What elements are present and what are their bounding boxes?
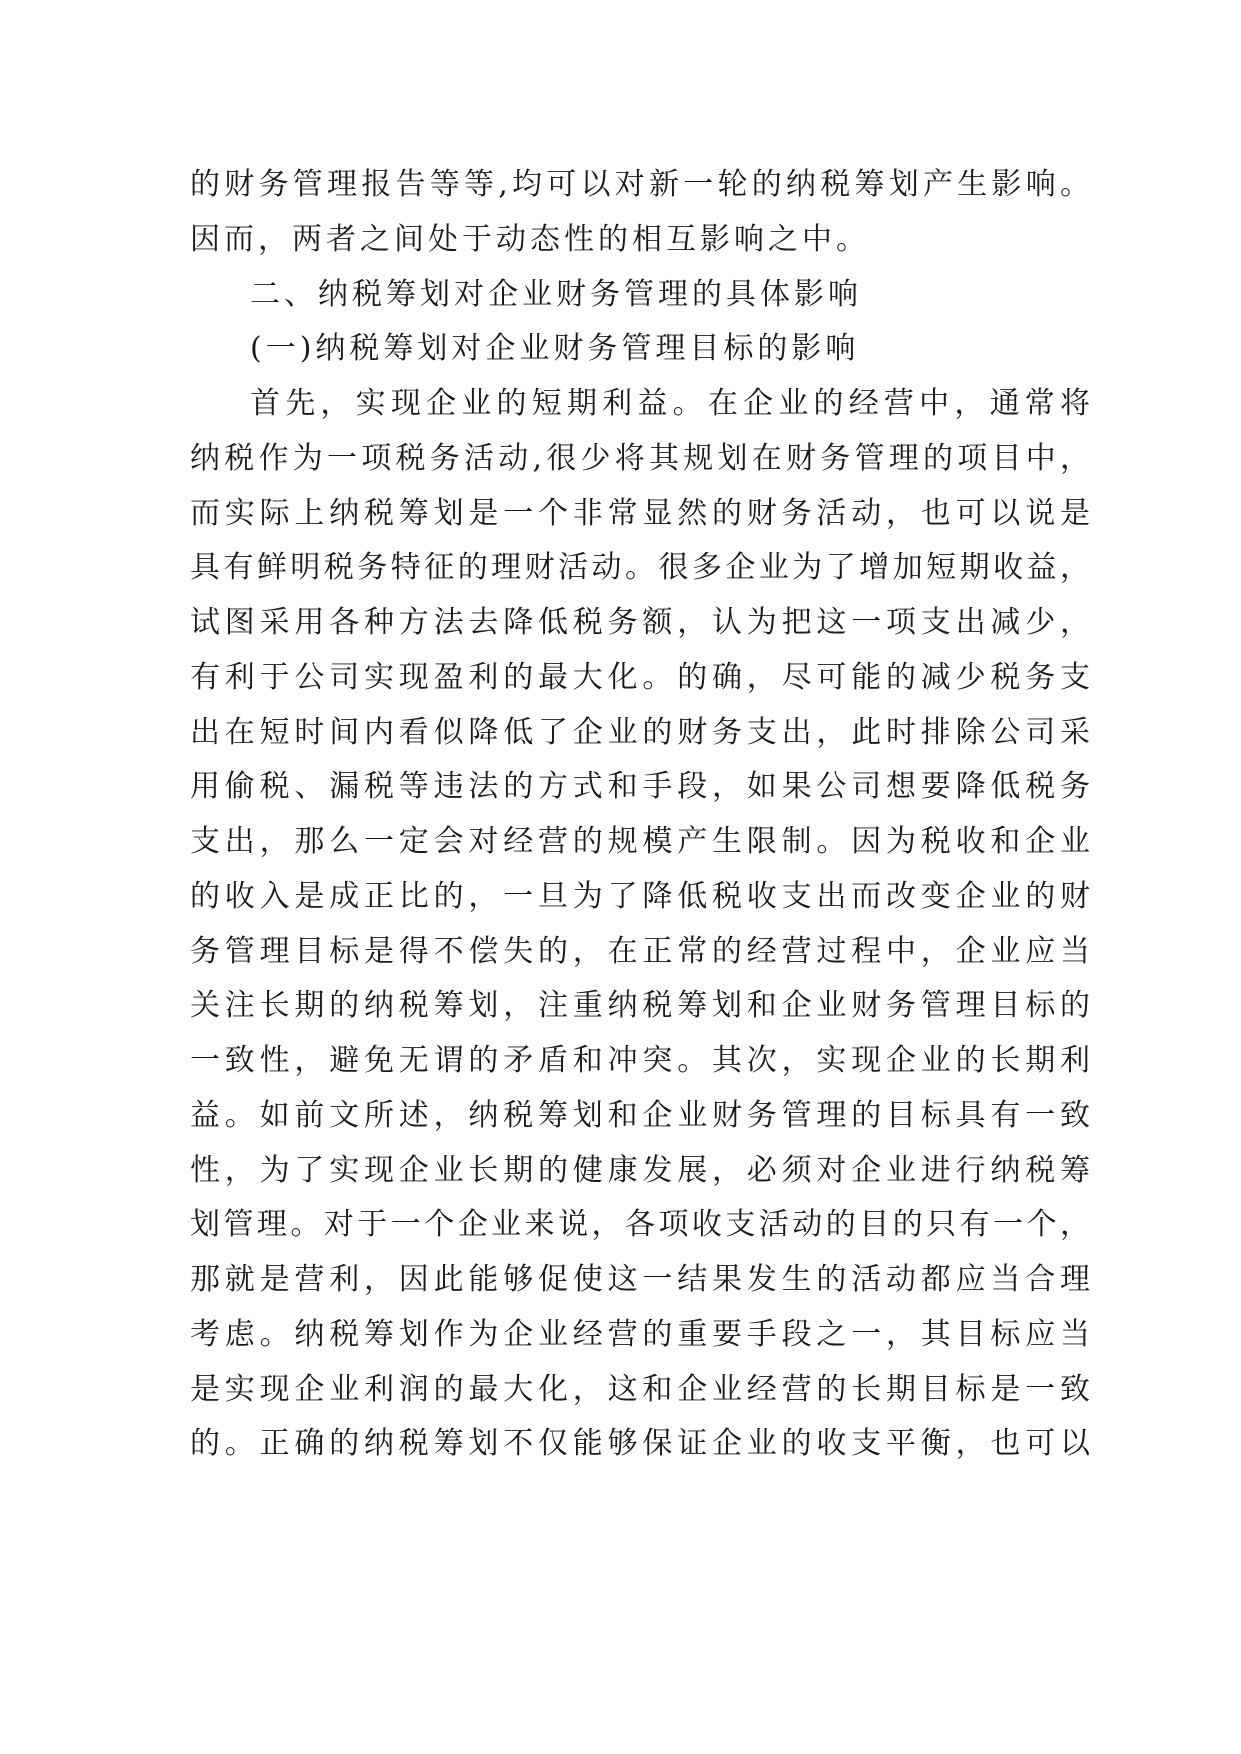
text-line: 性，为了实现企业长期的健康发展，必须对企业进行纳税筹 xyxy=(190,1152,1090,1188)
text-line: 关注长期的纳税筹划，注重纳税筹划和企业财务管理目标的 xyxy=(190,988,1090,1024)
text-line: 用偷税、漏税等违法的方式和手段，如果公司想要降低税务 xyxy=(190,769,1090,805)
subsection-heading: (一)纳税筹划对企业财务管理目标的影响 xyxy=(250,331,860,367)
text-line: 务管理目标是得不偿失的，在正常的经营过程中，企业应当 xyxy=(190,933,1090,969)
text-line: 的财务管理报告等等,均可以对新一轮的纳税筹划产生影响。 xyxy=(190,167,1090,202)
text-line: 试图采用各种方法去降低税务额，认为把这一项支出减少， xyxy=(190,605,1090,640)
text-line: 的。正确的纳税筹划不仅能够保证企业的收支平衡，也可以 xyxy=(190,1426,1090,1462)
text-line: 那就是营利，因此能够促使这一结果发生的活动都应当合理 xyxy=(190,1262,1090,1297)
text-line: 有利于公司实现盈利的最大化。的确，尽可能的减少税务支 xyxy=(190,659,1090,695)
text-line: 因而，两者之间处于动态性的相互影响之中。 xyxy=(190,221,870,257)
document-body xyxy=(190,158,1090,1472)
text-line: 纳税作为一项税务活动,很少将其规划在财务管理的项目中， xyxy=(190,440,1090,476)
text-line: 出在短时间内看似降低了企业的财务支出，此时排除公司采 xyxy=(190,714,1090,750)
text-line: 是实现企业利润的最大化，这和企业经营的长期目标是一致 xyxy=(190,1371,1090,1407)
text-line: 划管理。对于一个企业来说，各项收支活动的目的只有一个， xyxy=(190,1207,1090,1243)
text-line: 支出，那么一定会对经营的规模产生限制。因为税收和企业 xyxy=(190,824,1090,859)
text-line: 而实际上纳税筹划是一个非常显然的财务活动，也可以说是 xyxy=(190,495,1090,531)
text-line: 的收入是成正比的，一旦为了降低税收支出而改变企业的财 xyxy=(190,878,1090,914)
text-line: 具有鲜明税务特征的理财活动。很多企业为了增加短期收益， xyxy=(190,550,1090,586)
text-line: 考虑。纳税筹划作为企业经营的重要手段之一，其目标应当 xyxy=(190,1316,1090,1352)
text-line: 益。如前文所述，纳税筹划和企业财务管理的目标具有一致 xyxy=(190,1097,1090,1133)
text-line: 一致性，避免无谓的矛盾和冲突。其次，实现企业的长期利 xyxy=(190,1043,1090,1078)
text-line: 首先，实现企业的短期利益。在企业的经营中，通常将 xyxy=(250,386,1090,421)
section-heading: 二、纳税筹划对企业财务管理的具体影响 xyxy=(250,276,862,312)
